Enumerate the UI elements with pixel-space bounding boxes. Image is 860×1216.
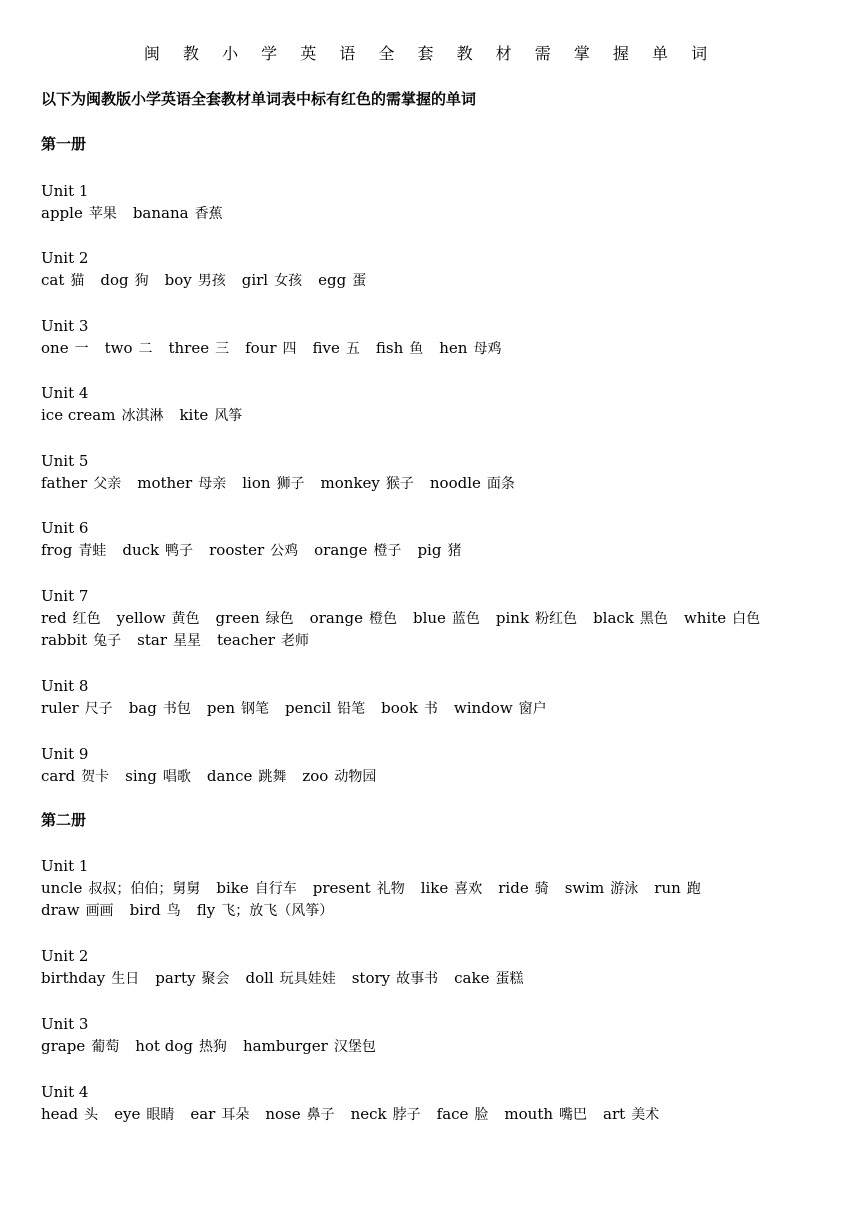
vocab-item — [41, 539, 106, 562]
vocab-item — [41, 269, 84, 292]
vocab-chinese: 聚会 — [201, 971, 230, 987]
unit-label: Unit 4 — [41, 384, 89, 402]
unit-section — [41, 180, 841, 224]
vocab-chinese: 猪 — [447, 543, 462, 559]
vocab-chinese: 橙子 — [373, 543, 402, 559]
vocab-item — [245, 337, 296, 360]
vocab-english: frog — [41, 541, 73, 559]
word-line — [41, 967, 841, 989]
vocab-chinese: 橙色 — [368, 611, 397, 627]
vocab-item — [41, 1103, 98, 1126]
vocab-chinese: 眼睛 — [146, 1107, 175, 1123]
vocab-english: green — [215, 609, 260, 627]
vocab-english: pencil — [284, 699, 332, 717]
vocab-item — [498, 877, 548, 900]
vocab-english: present — [312, 879, 371, 897]
vocab-chinese: 礼物 — [376, 881, 405, 897]
vocab-english: ruler — [41, 699, 79, 717]
word-line — [41, 899, 841, 921]
vocab-english: doll — [245, 969, 274, 987]
word-line — [41, 877, 841, 899]
vocab-english: egg — [318, 271, 347, 289]
unit-label: Unit 5 — [41, 452, 89, 470]
word-line — [41, 607, 841, 629]
unit-label: Unit 2 — [41, 249, 89, 267]
vocab-item — [593, 607, 668, 630]
word-line — [41, 202, 841, 224]
vocab-english: three — [168, 339, 210, 357]
vocab-english: lion — [242, 474, 271, 492]
document-title: 闽 教 小 学 英 语 全 套 教 材 需 掌 握 单 词 — [143, 44, 717, 63]
vocab-chinese: 钢笔 — [240, 701, 269, 717]
unit-label: Unit 3 — [41, 317, 89, 335]
vocab-item — [381, 697, 438, 720]
vocab-item — [565, 877, 639, 900]
vocab-english: girl — [241, 271, 269, 289]
vocab-item — [207, 697, 269, 720]
vocab-english: teacher — [217, 631, 275, 649]
vocab-item — [684, 607, 760, 630]
vocab-english: duck — [122, 541, 160, 559]
vocab-english: black — [593, 609, 634, 627]
word-line — [41, 697, 841, 719]
vocab-chinese: 五 — [345, 341, 360, 357]
vocab-chinese: 唱歌 — [162, 769, 191, 785]
vocab-chinese: 猫 — [70, 273, 85, 289]
vocab-english: one — [41, 339, 69, 357]
unit-section — [41, 382, 841, 426]
vocab-english: bike — [216, 879, 249, 897]
vocab-chinese: 画画 — [85, 903, 114, 919]
vocab-chinese: 叔叔；伯伯；舅舅 — [88, 881, 201, 897]
vocab-item — [41, 967, 139, 990]
vocab-item — [179, 404, 242, 427]
document-subtitle: 以下为闽教版小学英语全套教材单词表中标有红色的需掌握的单词 — [41, 90, 477, 108]
vocab-item — [376, 337, 423, 360]
vocab-english: card — [41, 767, 76, 785]
unit-section — [41, 945, 841, 989]
vocab-english: book — [381, 699, 418, 717]
vocab-item — [114, 1103, 174, 1126]
vocab-chinese: 汉堡包 — [333, 1039, 376, 1055]
vocab-chinese: 母亲 — [198, 476, 227, 492]
vocab-english: white — [683, 609, 727, 627]
vocab-item — [41, 404, 163, 427]
word-line — [41, 765, 841, 787]
vocab-english: fish — [375, 339, 404, 357]
vocab-english: hot dog — [135, 1037, 193, 1055]
vocab-chinese: 玩具娃娃 — [279, 971, 336, 987]
vocab-english: five — [312, 339, 340, 357]
vocab-english: four — [245, 339, 277, 357]
unit-label: Unit 4 — [41, 1083, 89, 1101]
vocab-item — [321, 472, 414, 495]
vocab-item — [302, 765, 376, 788]
vocab-english: neck — [350, 1105, 387, 1123]
vocab-english: apple — [41, 204, 83, 222]
vocab-item — [216, 877, 296, 900]
vocab-item — [242, 269, 302, 292]
vocab-chinese: 自行车 — [254, 881, 297, 897]
vocab-chinese: 狗 — [134, 273, 149, 289]
unit-section — [41, 1013, 841, 1057]
vocab-item — [313, 877, 405, 900]
word-line — [41, 1103, 841, 1125]
vocab-item — [654, 877, 701, 900]
vocab-english: rabbit — [41, 631, 88, 649]
vocab-chinese: 黑色 — [639, 611, 668, 627]
unit-label: Unit 1 — [41, 857, 89, 875]
vocab-chinese: 书 — [423, 701, 438, 717]
vocab-chinese: 故事书 — [396, 971, 439, 987]
vocab-item — [351, 1103, 421, 1126]
vocab-english: star — [137, 631, 167, 649]
unit-section — [41, 743, 841, 787]
vocab-item — [41, 765, 109, 788]
vocab-item — [41, 607, 101, 630]
vocab-item — [130, 899, 181, 922]
vocab-item — [135, 1035, 227, 1058]
vocab-chinese: 书包 — [162, 701, 191, 717]
vocab-chinese: 生日 — [111, 971, 140, 987]
unit-section — [41, 585, 841, 651]
vocab-item — [215, 607, 293, 630]
vocab-chinese: 星星 — [173, 633, 201, 649]
vocab-english: pig — [417, 541, 442, 559]
word-line — [41, 269, 841, 291]
vocab-item — [165, 269, 226, 292]
vocab-chinese: 脖子 — [392, 1107, 421, 1123]
vocab-item — [439, 337, 501, 360]
vocab-item — [430, 472, 515, 495]
vocab-item — [417, 539, 461, 562]
vocab-english: swim — [564, 879, 605, 897]
vocab-item — [603, 1103, 659, 1126]
vocab-item — [243, 1035, 376, 1058]
vocab-item — [41, 337, 89, 360]
vocab-item — [105, 337, 153, 360]
volume-heading: 第一册 — [41, 135, 87, 153]
vocab-english: nose — [265, 1105, 301, 1123]
vocab-english: mouth — [504, 1105, 554, 1123]
word-line — [41, 539, 841, 561]
vocab-english: rooster — [209, 541, 265, 559]
vocab-chinese: 父亲 — [93, 476, 122, 492]
vocab-chinese: 冰淇淋 — [121, 408, 164, 424]
vocab-item — [129, 697, 191, 720]
word-line — [41, 1035, 841, 1057]
vocab-chinese: 蛋糕 — [495, 971, 524, 987]
vocab-english: cat — [41, 271, 65, 289]
vocab-item — [285, 697, 365, 720]
vocab-chinese: 风筝 — [214, 408, 243, 424]
vocab-chinese: 飞；放飞（风筝） — [221, 903, 334, 919]
vocab-english: art — [603, 1105, 626, 1123]
vocab-item — [122, 539, 193, 562]
vocab-chinese: 白色 — [732, 611, 761, 627]
vocab-item — [437, 1103, 489, 1126]
unit-section — [41, 1081, 841, 1125]
vocab-english: yellow — [116, 609, 166, 627]
vocab-english: dog — [100, 271, 129, 289]
vocab-chinese: 四 — [282, 341, 297, 357]
vocab-english: run — [654, 879, 681, 897]
vocab-english: boy — [164, 271, 192, 289]
vocab-english: kite — [179, 406, 209, 424]
vocab-chinese: 葡萄 — [91, 1039, 120, 1055]
vocab-chinese: 蛋 — [352, 273, 367, 289]
vocab-chinese: 粉红色 — [535, 611, 578, 627]
vocab-chinese: 三 — [215, 341, 230, 357]
vocab-chinese: 跑 — [686, 881, 701, 897]
vocab-english: blue — [412, 609, 446, 627]
vocab-chinese: 黄色 — [171, 611, 200, 627]
vocab-item — [100, 269, 148, 292]
vocab-chinese: 母鸡 — [473, 341, 502, 357]
vocab-english: orange — [314, 541, 368, 559]
vocab-chinese: 蓝色 — [451, 611, 480, 627]
vocab-item — [168, 337, 229, 360]
vocab-chinese: 鱼 — [409, 341, 424, 357]
vocab-chinese: 游泳 — [610, 881, 639, 897]
vocab-chinese: 公鸡 — [270, 543, 299, 559]
vocab-item — [242, 472, 304, 495]
vocab-chinese: 跳舞 — [258, 769, 287, 785]
vocab-item — [504, 1103, 587, 1126]
vocab-item — [454, 967, 523, 990]
vocab-chinese: 女孩 — [274, 273, 303, 289]
vocab-english: dance — [206, 767, 253, 785]
vocab-english: eye — [114, 1105, 141, 1123]
vocab-item — [41, 877, 200, 900]
unit-label: Unit 9 — [41, 745, 89, 763]
vocab-item — [207, 765, 286, 788]
vocab-item — [41, 697, 113, 720]
vocab-chinese: 面条 — [486, 476, 515, 492]
vocab-chinese: 鼻子 — [306, 1107, 335, 1123]
vocab-english: bird — [129, 901, 161, 919]
vocab-item — [454, 697, 547, 720]
vocab-chinese: 苹果 — [88, 206, 117, 222]
vocab-english: red — [41, 609, 67, 627]
vocab-english: draw — [41, 901, 80, 919]
vocab-chinese: 一 — [74, 341, 89, 357]
vocab-item — [318, 269, 366, 292]
vocab-item — [413, 607, 480, 630]
vocab-item — [41, 472, 121, 495]
vocab-english: fly — [196, 901, 216, 919]
vocab-item — [246, 967, 336, 990]
vocab-chinese: 头 — [84, 1107, 99, 1123]
word-line — [41, 472, 841, 494]
vocab-item — [209, 539, 298, 562]
word-line — [41, 629, 841, 651]
unit-section — [41, 517, 841, 561]
vocab-english: sing — [125, 767, 157, 785]
word-line — [41, 337, 841, 359]
volume-heading: 第二册 — [41, 811, 87, 829]
vocab-chinese: 鸟 — [166, 903, 181, 919]
vocab-english: uncle — [41, 879, 83, 897]
vocab-chinese: 兔子 — [93, 633, 122, 649]
vocab-english: like — [420, 879, 449, 897]
unit-label: Unit 2 — [41, 947, 89, 965]
unit-label: Unit 3 — [41, 1015, 89, 1033]
vocab-chinese: 狮子 — [276, 476, 305, 492]
unit-section — [41, 247, 841, 291]
vocab-chinese: 美术 — [631, 1107, 660, 1123]
vocab-item — [197, 899, 333, 922]
unit-section — [41, 675, 841, 719]
vocab-english: father — [41, 474, 88, 492]
word-line — [41, 404, 841, 426]
unit-section — [41, 855, 841, 921]
vocab-chinese: 骑 — [534, 881, 549, 897]
vocab-english: zoo — [302, 767, 329, 785]
unit-label: Unit 7 — [41, 587, 89, 605]
vocab-english: bag — [128, 699, 157, 717]
unit-label: Unit 6 — [41, 519, 89, 537]
vocab-chinese: 耳朵 — [221, 1107, 250, 1123]
vocab-item — [421, 877, 483, 900]
vocab-chinese: 鸭子 — [165, 543, 194, 559]
vocab-item — [125, 765, 191, 788]
vocab-item — [310, 607, 397, 630]
vocab-chinese: 喜欢 — [454, 881, 483, 897]
vocab-chinese: 香蕉 — [194, 206, 223, 222]
vocab-english: banana — [132, 204, 189, 222]
vocab-item — [117, 607, 200, 630]
vocab-english: pen — [206, 699, 235, 717]
vocab-english: birthday — [41, 969, 106, 987]
unit-label: Unit 1 — [41, 182, 89, 200]
vocab-english: monkey — [320, 474, 380, 492]
vocab-english: orange — [309, 609, 363, 627]
vocab-item — [155, 967, 229, 990]
vocab-item — [41, 1035, 119, 1058]
vocab-chinese: 贺卡 — [81, 769, 110, 785]
vocab-english: face — [436, 1105, 469, 1123]
vocab-chinese: 尺子 — [84, 701, 113, 717]
vocab-english: grape — [41, 1037, 86, 1055]
vocab-chinese: 老师 — [280, 633, 309, 649]
vocab-item — [314, 539, 401, 562]
vocab-item — [217, 629, 309, 652]
vocab-chinese: 红色 — [72, 611, 101, 627]
vocab-chinese: 男孩 — [197, 273, 226, 289]
vocab-item — [41, 629, 121, 652]
vocab-item — [352, 967, 438, 990]
vocab-english: ride — [498, 879, 529, 897]
vocab-chinese: 动物园 — [334, 769, 377, 785]
unit-label: Unit 8 — [41, 677, 89, 695]
vocab-english: party — [155, 969, 196, 987]
vocab-english: ear — [190, 1105, 216, 1123]
vocab-chinese: 猴子 — [385, 476, 414, 492]
vocab-english: story — [351, 969, 391, 987]
vocab-english: hen — [439, 339, 468, 357]
vocab-item — [190, 1103, 249, 1126]
vocab-item — [133, 202, 223, 225]
vocab-english: cake — [454, 969, 490, 987]
vocab-chinese: 脸 — [474, 1107, 489, 1123]
vocab-chinese: 热狗 — [198, 1039, 227, 1055]
vocab-chinese: 二 — [138, 341, 153, 357]
vocab-item — [137, 472, 226, 495]
vocab-chinese: 青蛙 — [78, 543, 107, 559]
vocab-item — [496, 607, 577, 630]
vocab-item — [313, 337, 360, 360]
vocab-english: window — [453, 699, 513, 717]
vocab-english: pink — [495, 609, 530, 627]
unit-section — [41, 315, 841, 359]
vocab-english: mother — [137, 474, 193, 492]
vocab-item — [137, 629, 201, 652]
vocab-chinese: 窗户 — [518, 701, 547, 717]
vocab-english: head — [41, 1105, 79, 1123]
vocab-item — [265, 1103, 334, 1126]
vocab-english: noodle — [429, 474, 481, 492]
vocab-english: hamburger — [242, 1037, 328, 1055]
vocab-chinese: 绿色 — [265, 611, 294, 627]
unit-section — [41, 450, 841, 494]
vocab-chinese: 铅笔 — [337, 701, 366, 717]
vocab-item — [41, 899, 114, 922]
vocab-chinese: 嘴巴 — [559, 1107, 588, 1123]
vocab-item — [41, 202, 117, 225]
vocab-english: two — [104, 339, 133, 357]
vocab-english: ice cream — [41, 406, 116, 424]
